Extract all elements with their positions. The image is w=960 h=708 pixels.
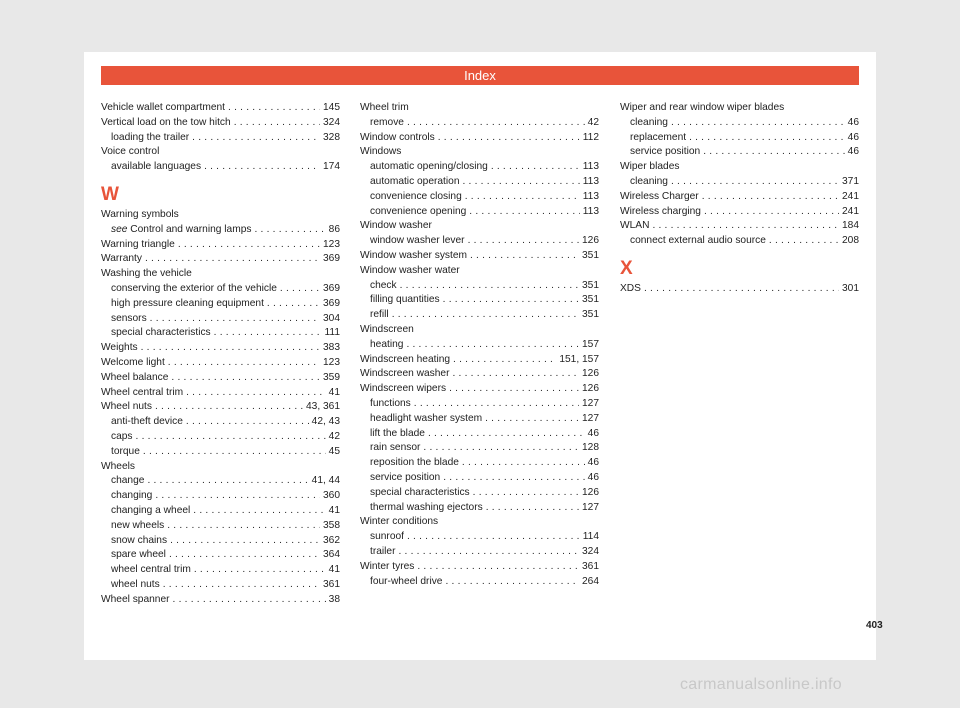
index-subentry xyxy=(360,412,599,427)
index-term: change xyxy=(111,475,145,487)
index-subentry xyxy=(620,175,859,190)
leader-dots xyxy=(136,430,326,445)
index-term: lift the blade xyxy=(370,427,425,439)
index-subentry xyxy=(101,160,340,175)
leader-dots xyxy=(155,400,303,415)
index-term: Welcome light xyxy=(101,356,165,368)
leader-dots xyxy=(462,175,579,190)
index-page-ref: 112 xyxy=(582,131,599,143)
leader-dots xyxy=(192,131,320,146)
leader-dots xyxy=(468,234,579,249)
leader-dots xyxy=(462,456,585,471)
index-entry xyxy=(620,190,859,205)
index-page-ref: 351 xyxy=(582,249,599,261)
index-term: Winter conditions xyxy=(360,516,439,528)
index-page-ref: 126 xyxy=(582,486,599,498)
index-term: wheel central trim xyxy=(111,564,191,576)
index-entry xyxy=(360,367,599,382)
index-term: trailer xyxy=(370,545,396,557)
index-page-ref: 359 xyxy=(323,371,340,383)
index-entry xyxy=(360,382,599,397)
index-entry xyxy=(360,515,599,530)
index-term: Warning triangle xyxy=(101,238,175,250)
index-page-ref: 46 xyxy=(587,427,599,439)
index-term: Weights xyxy=(101,342,138,354)
index-entry xyxy=(360,131,599,146)
leader-dots xyxy=(473,486,579,501)
index-subentry xyxy=(620,145,859,160)
index-page-ref: 38 xyxy=(328,593,340,605)
index-term: automatic operation xyxy=(370,175,460,187)
leader-dots xyxy=(671,116,845,131)
index-page-ref: 42 xyxy=(587,116,599,128)
index-term: changing a wheel xyxy=(111,504,191,516)
index-subentry xyxy=(360,160,599,175)
index-term: Wiper and rear window wiper blades xyxy=(620,102,785,113)
index-term: Wheels xyxy=(101,460,135,472)
index-subentry xyxy=(101,504,340,519)
index-subentry xyxy=(360,575,599,590)
see-reference: see xyxy=(111,223,128,235)
index-page-ref: 41 xyxy=(328,564,340,576)
index-page-ref: 113 xyxy=(582,205,599,217)
index-page-ref: 127 xyxy=(582,501,599,513)
index-page-ref: 127 xyxy=(582,412,599,424)
index-subentry xyxy=(360,234,599,249)
index-entry xyxy=(360,353,599,368)
index-term: refill xyxy=(370,309,389,321)
index-term: special characteristics xyxy=(111,327,211,339)
index-page-ref: 113 xyxy=(582,161,599,173)
index-page-ref: 43, 361 xyxy=(306,401,340,413)
leader-dots xyxy=(163,578,320,593)
index-column-1 xyxy=(101,101,340,608)
index-term: loading the trailer xyxy=(111,131,190,143)
index-page-ref: 41, 44 xyxy=(311,475,340,487)
index-term: heating xyxy=(370,338,404,350)
index-term: Window washer system xyxy=(360,249,467,261)
leader-dots xyxy=(143,445,326,460)
index-page-ref: 361 xyxy=(582,560,599,572)
index-page-ref: 369 xyxy=(323,253,340,265)
index-term: spare wheel xyxy=(111,549,166,561)
index-column-3 xyxy=(620,101,859,297)
leader-dots xyxy=(689,131,845,146)
leader-dots xyxy=(486,501,579,516)
index-page-ref: 351 xyxy=(582,279,599,291)
index-subentry xyxy=(360,205,599,220)
index-page-ref: 46 xyxy=(587,457,599,469)
index-entry xyxy=(360,101,599,116)
index-entry xyxy=(101,400,340,415)
index-page-ref: 328 xyxy=(323,131,340,143)
index-term: torque xyxy=(111,445,140,457)
index-subentry xyxy=(101,519,340,534)
index-term: automatic opening/closing xyxy=(370,161,488,173)
page-number: 403 xyxy=(866,620,883,631)
leader-dots xyxy=(671,175,839,190)
index-page-ref: 324 xyxy=(582,545,599,557)
index-entry xyxy=(101,238,340,253)
leader-dots xyxy=(150,312,320,327)
index-entry xyxy=(101,116,340,131)
index-subentry xyxy=(101,282,340,297)
leader-dots xyxy=(168,356,320,371)
index-term: Wheel nuts xyxy=(101,401,152,413)
index-entry xyxy=(620,282,859,297)
leader-dots xyxy=(449,382,579,397)
index-entry xyxy=(360,560,599,575)
index-page-ref: 46 xyxy=(847,116,859,128)
index-term: Wireless Charger xyxy=(620,190,699,202)
leader-dots xyxy=(155,489,320,504)
leader-dots xyxy=(485,412,579,427)
index-entry xyxy=(101,593,340,608)
index-term: special characteristics xyxy=(370,486,470,498)
index-page-ref: 145 xyxy=(323,102,340,113)
leader-dots xyxy=(417,560,579,575)
leader-dots xyxy=(769,234,839,249)
index-page-ref: 264 xyxy=(582,575,599,587)
index-page-ref: 208 xyxy=(842,235,859,247)
index-page-ref: 86 xyxy=(328,223,340,235)
index-subentry xyxy=(360,501,599,516)
index-entry xyxy=(620,219,859,234)
index-term: Wheel spanner xyxy=(101,593,170,605)
leader-dots xyxy=(443,293,579,308)
index-term: remove xyxy=(370,116,404,128)
index-page-ref: 358 xyxy=(323,519,340,531)
index-term: wheel nuts xyxy=(111,578,160,590)
index-term: service position xyxy=(630,146,701,158)
index-subentry xyxy=(360,116,599,131)
index-term: Winter tyres xyxy=(360,560,415,572)
index-term: Wheel trim xyxy=(360,102,409,113)
index-page-ref: 123 xyxy=(323,238,340,250)
index-subentry xyxy=(360,456,599,471)
index-term: Window washer xyxy=(360,220,432,232)
index-subentry xyxy=(360,338,599,353)
index-term: Washing the vehicle xyxy=(101,268,192,280)
index-entry xyxy=(101,145,340,160)
index-term: filling quantities xyxy=(370,294,440,306)
leader-dots xyxy=(167,519,320,534)
index-term: four-wheel drive xyxy=(370,575,443,587)
leader-dots xyxy=(407,116,585,131)
leader-dots xyxy=(407,530,580,545)
index-term xyxy=(111,223,251,238)
index-subentry xyxy=(101,563,340,578)
leader-dots xyxy=(214,326,322,341)
index-page-ref: 157 xyxy=(582,338,599,350)
index-page-ref: 304 xyxy=(323,312,340,324)
leader-dots xyxy=(254,223,325,238)
leader-dots xyxy=(400,279,579,294)
index-term: caps xyxy=(111,430,133,442)
index-term: conserving the exterior of the vehicle xyxy=(111,282,277,294)
index-page-ref: 42 xyxy=(328,430,340,442)
index-page-ref: 301 xyxy=(842,282,859,294)
index-term: functions xyxy=(370,397,411,409)
page-title: Index xyxy=(101,66,859,85)
index-page-ref: 113 xyxy=(582,190,599,202)
index-term: Window controls xyxy=(360,131,435,143)
index-entry xyxy=(360,249,599,264)
index-subentry xyxy=(101,548,340,563)
index-subentry xyxy=(360,293,599,308)
index-page-ref: 113 xyxy=(582,175,599,187)
index-term: Windscreen wipers xyxy=(360,383,447,395)
index-entry xyxy=(360,264,599,279)
index-letter-heading: X xyxy=(620,257,633,279)
index-term: sunroof xyxy=(370,531,404,543)
index-page-ref: 41 xyxy=(328,386,340,398)
index-term: Warranty xyxy=(101,253,142,265)
leader-dots xyxy=(443,471,584,486)
index-page-ref: 45 xyxy=(328,445,340,457)
index-subentry xyxy=(620,131,859,146)
leader-dots xyxy=(406,338,579,353)
leader-dots xyxy=(280,282,320,297)
index-page-ref: 184 xyxy=(842,220,859,232)
leader-dots xyxy=(491,160,580,175)
index-term: Wheel central trim xyxy=(101,386,184,398)
index-page-ref: 128 xyxy=(582,442,599,454)
leader-dots xyxy=(703,145,844,160)
index-term: window washer lever xyxy=(370,235,465,247)
leader-dots xyxy=(141,341,320,356)
leader-dots xyxy=(438,131,580,146)
index-subentry xyxy=(101,223,340,238)
index-term: replacement xyxy=(630,131,687,143)
index-subentry xyxy=(101,297,340,312)
index-term: Windows xyxy=(360,146,402,158)
index-page-ref: 360 xyxy=(323,490,340,502)
leader-dots xyxy=(170,534,320,549)
index-subentry xyxy=(101,131,340,146)
index-page-ref: 383 xyxy=(323,342,340,354)
index-entry xyxy=(101,208,340,223)
leader-dots xyxy=(423,441,579,456)
index-term: cleaning xyxy=(630,175,668,187)
index-term: convenience opening xyxy=(370,205,467,217)
index-term: anti-theft device xyxy=(111,416,183,428)
index-page-ref: 369 xyxy=(323,297,340,309)
leader-dots xyxy=(452,367,579,382)
index-page-ref: 41 xyxy=(328,504,340,516)
index-term: Vehicle wallet compartment xyxy=(101,102,226,113)
index-term: XDS xyxy=(620,282,641,294)
index-entry xyxy=(360,323,599,338)
index-page-ref: 46 xyxy=(847,146,859,158)
leader-dots xyxy=(234,116,320,131)
index-page-ref: 324 xyxy=(323,116,340,128)
leader-dots xyxy=(178,238,320,253)
index-entry xyxy=(360,145,599,160)
leader-dots xyxy=(469,205,579,220)
index-term: Windscreen washer xyxy=(360,368,450,380)
leader-dots xyxy=(147,474,308,489)
index-page-ref: 126 xyxy=(582,383,599,395)
index-page-ref: 241 xyxy=(842,190,859,202)
index-subentry xyxy=(360,279,599,294)
index-term: available languages xyxy=(111,161,202,173)
index-page-ref: 364 xyxy=(323,549,340,561)
index-subentry xyxy=(101,326,340,341)
index-subentry xyxy=(360,471,599,486)
index-term: headlight washer system xyxy=(370,412,483,424)
index-term: connect external audio source xyxy=(630,235,766,247)
index-term: Warning symbols xyxy=(101,208,179,220)
index-term: sensors xyxy=(111,312,147,324)
index-subentry xyxy=(360,530,599,545)
index-page-ref: 369 xyxy=(323,282,340,294)
index-page-ref: 114 xyxy=(582,531,599,543)
index-subentry xyxy=(101,534,340,549)
leader-dots xyxy=(186,415,309,430)
index-term: cleaning xyxy=(630,116,668,128)
index-subentry xyxy=(101,430,340,445)
leader-dots xyxy=(169,548,320,563)
leader-dots xyxy=(267,297,320,312)
index-term: rain sensor xyxy=(370,442,421,454)
index-subentry xyxy=(620,234,859,249)
index-term: Windscreen heating xyxy=(360,353,451,365)
index-subentry xyxy=(360,427,599,442)
leader-dots xyxy=(652,219,839,234)
index-page-ref: 174 xyxy=(323,161,340,173)
index-term: Wiper blades xyxy=(620,161,680,173)
index-entry xyxy=(101,252,340,267)
leader-dots xyxy=(453,353,556,368)
index-page-ref: 361 xyxy=(323,578,340,590)
index-term: Vertical load on the tow hitch xyxy=(101,116,231,128)
index-term: service position xyxy=(370,471,441,483)
leader-dots xyxy=(414,397,579,412)
index-term: high pressure cleaning equipment xyxy=(111,297,264,309)
index-entry xyxy=(101,460,340,475)
index-column-2 xyxy=(360,101,599,589)
index-entry xyxy=(101,371,340,386)
index-entry xyxy=(620,205,859,220)
leader-dots xyxy=(702,190,839,205)
index-subentry xyxy=(620,116,859,131)
index-subentry xyxy=(101,415,340,430)
leader-dots xyxy=(704,205,839,220)
index-subentry xyxy=(101,489,340,504)
index-term: Wheel balance xyxy=(101,371,169,383)
index-subentry xyxy=(101,474,340,489)
index-term: thermal washing ejectors xyxy=(370,501,483,513)
leader-dots xyxy=(465,190,580,205)
leader-dots xyxy=(445,575,579,590)
index-letter-heading: W xyxy=(101,183,119,205)
leader-dots xyxy=(194,563,326,578)
index-term: Wireless charging xyxy=(620,205,701,217)
leader-dots xyxy=(644,282,839,297)
index-page-ref: 126 xyxy=(582,235,599,247)
index-page-ref: 111 xyxy=(324,327,340,339)
leader-dots xyxy=(398,545,579,560)
index-entry xyxy=(620,101,859,116)
index-subentry xyxy=(360,441,599,456)
index-term: reposition the blade xyxy=(370,457,459,469)
index-page-ref: 151, 157 xyxy=(559,353,599,365)
index-page-ref: 371 xyxy=(842,175,859,187)
index-page-ref: 42, 43 xyxy=(311,416,340,428)
index-page-ref: 127 xyxy=(582,397,599,409)
leader-dots xyxy=(204,160,320,175)
index-subentry xyxy=(360,545,599,560)
index-page-ref: 123 xyxy=(323,356,340,368)
leader-dots xyxy=(428,427,585,442)
index-term: convenience closing xyxy=(370,190,462,202)
leader-dots xyxy=(193,504,325,519)
index-page-ref: 241 xyxy=(842,205,859,217)
index-entry xyxy=(620,160,859,175)
leader-dots xyxy=(145,252,320,267)
index-entry xyxy=(101,356,340,371)
leader-dots xyxy=(186,386,326,401)
index-entry xyxy=(360,219,599,234)
index-subentry xyxy=(101,445,340,460)
index-term: snow chains xyxy=(111,534,168,546)
index-term-text: Control and warning lamps xyxy=(127,223,252,235)
index-page-ref: 362 xyxy=(323,534,340,546)
index-term: WLAN xyxy=(620,220,650,232)
leader-dots xyxy=(470,249,579,264)
index-entry xyxy=(101,386,340,401)
index-page-ref: 126 xyxy=(582,368,599,380)
index-entry xyxy=(101,101,340,116)
index-subentry xyxy=(360,486,599,501)
index-entry xyxy=(101,267,340,282)
index-entry xyxy=(101,341,340,356)
index-subentry xyxy=(360,190,599,205)
index-page-ref: 351 xyxy=(582,294,599,306)
leader-dots xyxy=(173,593,326,608)
leader-dots xyxy=(171,371,320,386)
index-term: new wheels xyxy=(111,519,165,531)
index-page-ref: 46 xyxy=(847,131,859,143)
index-term: check xyxy=(370,279,397,291)
index-subentry xyxy=(101,578,340,593)
watermark: carmanualsonline.info xyxy=(680,676,842,693)
index-term: changing xyxy=(111,490,153,502)
index-term: Voice control xyxy=(101,146,160,158)
index-page-ref: 351 xyxy=(582,309,599,321)
index-page-ref: 46 xyxy=(587,471,599,483)
index-subentry xyxy=(101,312,340,327)
leader-dots xyxy=(392,308,579,323)
index-subentry xyxy=(360,175,599,190)
index-term: Windscreen xyxy=(360,323,414,335)
index-subentry xyxy=(360,397,599,412)
index-subentry xyxy=(360,308,599,323)
index-term: Window washer water xyxy=(360,264,460,276)
leader-dots xyxy=(228,101,320,116)
